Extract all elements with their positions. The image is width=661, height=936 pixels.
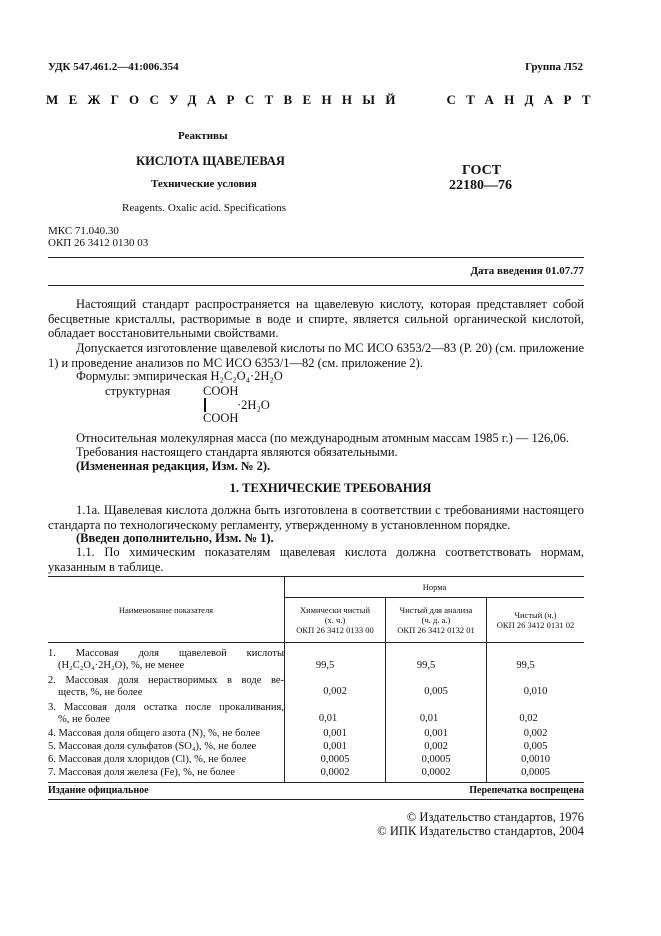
grade-okp: ОКП 26 3412 0132 01 (397, 625, 475, 635)
paragraph-1-1: 1.1. По химическим показателям щавелевая кислота должна соответствовать нормам, указанным в таблице. (48, 545, 584, 574)
grade-okp: ОКП 26 3412 0133 00 (296, 625, 374, 635)
paragraph-scope: Настоящий стандарт распространяется на щавелевую кислоту, которая представляет собой бесцветные кристаллы, растворимые в воде и спирте, является сильной органической кислотой, обладает восстановительными свойствами. (48, 297, 584, 340)
row-label: 1. Массовая доля щавелевой кислоты (48, 648, 284, 659)
section-title: 1. ТЕХНИЧЕСКИЕ ТРЕБОВАНИЯ (229, 481, 432, 495)
structural-bond (204, 398, 206, 412)
english-title: Reagents. Oxalic acid. Specifications (122, 202, 287, 214)
table-row (48, 726, 584, 739)
norms-table (48, 576, 584, 783)
row-label: 2. Массовая доля нерастворимых в воде ве- (48, 675, 284, 686)
row-indicator: 4. Массовая доля общего азота (N), %, не более (48, 726, 285, 739)
paragraph-iso: Допускается изготовление щавелевой кислоты по МС ИСО 6353/2—83 (Р. 20) (см. приложение 1) и проведение анализов по МС ИСО 6353/1—82 (см. приложение 2). (48, 341, 584, 370)
amendment-note-2: (Введен дополнительно, Изм. № 1). (76, 531, 274, 545)
structural-cooh-top: COOH (203, 384, 239, 398)
row-label-cont: %, не более (58, 714, 110, 725)
paragraph-molar-mass: Относительная молекулярная масса (по международным атомным массам 1985 г.) — 126,06. (76, 431, 570, 445)
value-cell: 99,5 (516, 660, 535, 671)
value-cell: 0,01 (285, 699, 386, 726)
gost-label: ГОСТ (462, 163, 502, 178)
udk-code: УДК 547.461.2—41:006.354 (48, 61, 179, 73)
document-subtitle: Технические условия (151, 178, 257, 190)
group-code: Группа Л52 (525, 61, 583, 73)
value-cell: 0,001 (386, 726, 487, 739)
value-cell: 0,02 (519, 713, 538, 724)
row-indicator (48, 672, 285, 699)
grade-header-chemically-pure (285, 598, 386, 643)
table-header-row (48, 577, 584, 598)
value-cell: 0,005 (386, 672, 487, 699)
grade-abbrev: (ч. д. а.) (421, 615, 451, 625)
value-cell: 0,01 (386, 699, 487, 726)
row-label-cont: ществ, %, не более (58, 687, 143, 698)
grade-abbrev: (х. ч.) (324, 615, 346, 625)
header-divider-2 (48, 285, 584, 286)
row-indicator (48, 643, 285, 673)
value-cell: 99,5 (386, 643, 487, 673)
gost-number: 22180—76 (449, 178, 512, 193)
table-row (48, 699, 584, 726)
grade-okp: ОКП 26 3412 0131 02 (496, 620, 575, 630)
value-cell: 0,002 (523, 728, 548, 739)
structural-cooh-bottom: COOH (203, 411, 239, 425)
table-row (48, 752, 584, 765)
copyright-1976: © Издательство стандартов, 1976 (406, 810, 584, 824)
value-cell: 0,0005 (285, 752, 386, 765)
table-row (48, 672, 584, 699)
copyright-2004: © ИПК Издательство стандартов, 2004 (377, 824, 584, 838)
grade-label: Чистый (ч.) (514, 610, 557, 620)
value-cell: 0,001 (285, 739, 386, 752)
grade-header-pure (487, 598, 585, 643)
value-cell: 99,5 (285, 643, 386, 673)
value-cell: 0,010 (523, 686, 548, 697)
value-cell: 0,002 (386, 739, 487, 752)
value-cell: 0,0002 (386, 765, 487, 783)
row-indicator: 7. Массовая доля железа (Fe), %, не более (48, 765, 285, 783)
value-cell: 0,0002 (285, 765, 386, 783)
row-label: 3. Массовая доля остатка после прокаливания, (48, 702, 284, 713)
row-label-cont: (H₂C₂O₄·2H₂O), %, не менее (58, 660, 185, 671)
reprint-notice: Перепечатка воспрещена (469, 785, 584, 796)
value-cell: 0,002 (285, 672, 386, 699)
mks-code: МКС 71.040.30 (48, 225, 119, 237)
introduction-date: Дата введения 01.07.77 (470, 265, 584, 277)
structural-water: ·2H₂O (237, 398, 270, 412)
table-row (48, 739, 584, 752)
column-header-norm: Норма (285, 577, 585, 598)
structural-label: структурная (105, 384, 171, 398)
table-row (48, 765, 584, 783)
value-cell: 0,001 (285, 726, 386, 739)
value-cell: 0,0010 (521, 754, 550, 765)
category-label: Реактивы (178, 130, 228, 142)
okp-code: ОКП 26 3412 0130 03 (48, 237, 149, 249)
official-edition-label: Издание официальное (48, 785, 149, 796)
amendment-note-1: (Измененная редакция, Изм. № 2). (76, 459, 271, 473)
grade-label: Чистый для анализа (399, 605, 473, 615)
document-title: КИСЛОТА ЩАВЕЛЕВАЯ (136, 154, 285, 168)
paragraph-mandatory: Требования настоящего стандарта являются обязательными. (76, 445, 398, 459)
footer-divider (48, 799, 584, 800)
value-cell: 0,0005 (487, 765, 585, 783)
grade-header-analytical (386, 598, 487, 643)
standard-banner: МЕЖГОСУДАРСТВЕННЫЙ СТАНДАРТ (46, 92, 601, 107)
column-header-name: Наименование показателя (48, 577, 285, 643)
value-cell: 0,0005 (386, 752, 487, 765)
paragraph-1-1a: 1.1а. Щавелевая кислота должна быть изготовлена в соответствии с требованиями настоящего стандарта по технологическому регламенту, утвержденному в установленном порядке. (48, 503, 584, 532)
formula-line: Формулы: эмпирическая H₂C₂O₄·2H₂O (76, 369, 283, 383)
value-cell: 0,005 (523, 741, 548, 752)
row-indicator: 6. Массовая доля хлоридов (Cl), %, не более (48, 752, 285, 765)
header-divider (48, 257, 584, 258)
grade-label: Химически чистый (299, 605, 371, 615)
row-indicator (48, 699, 285, 726)
row-indicator: 5. Массовая доля сульфатов (SO₄), %, не более (48, 739, 285, 752)
table-row (48, 643, 584, 673)
